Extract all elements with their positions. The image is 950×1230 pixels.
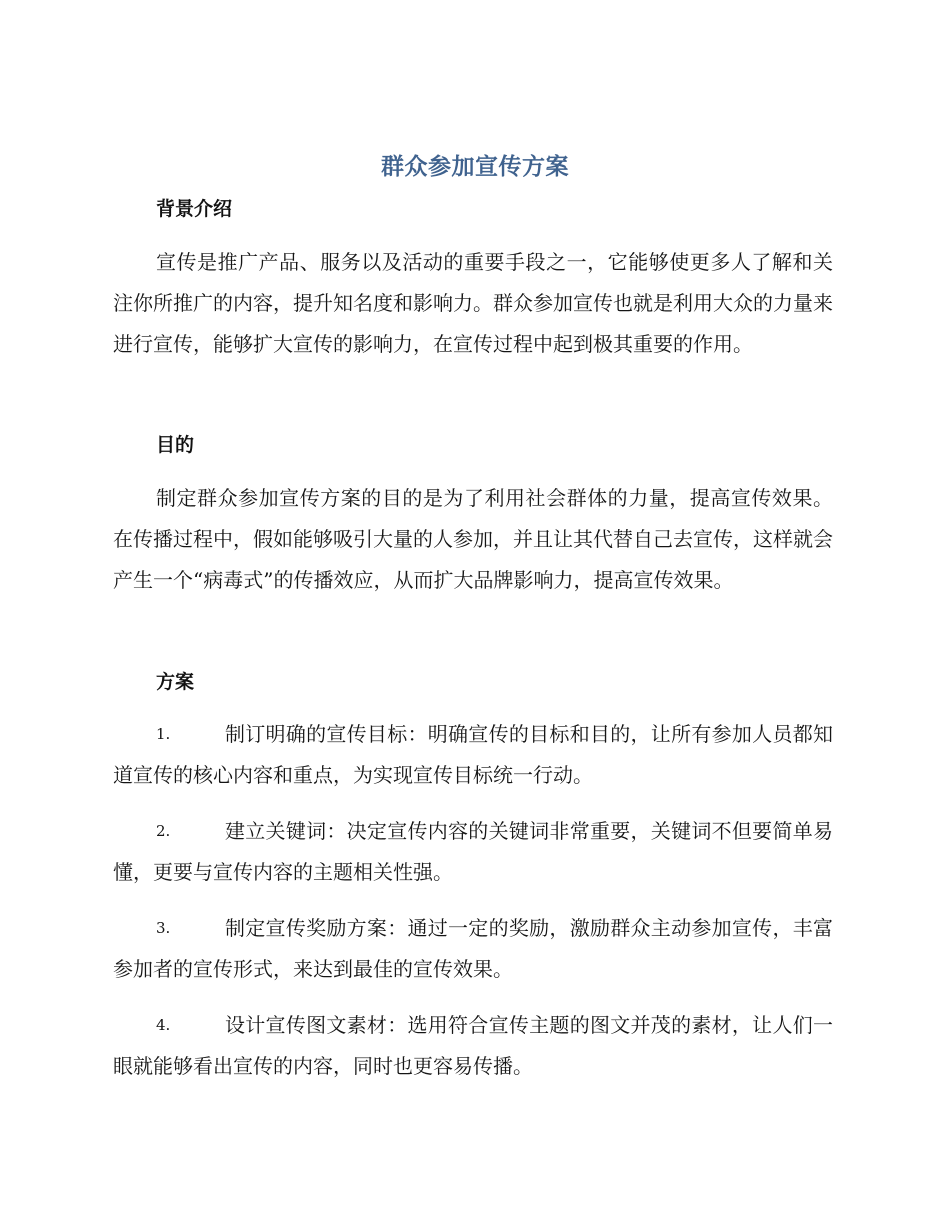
- list-item-number: 1.: [156, 725, 171, 743]
- list-item-text: 制订明确的宣传目标：明确宣传的目标和目的，让所有参加人员都知道宣传的核心内容和重点，为实现宣传目标统一行动。: [113, 722, 833, 787]
- list-item: [113, 908, 833, 990]
- document-title: 群众参加宣传方案: [381, 154, 569, 180]
- list-item: [113, 811, 833, 893]
- list-item-text: 制定宣传奖励方案：通过一定的奖励，激励群众主动参加宣传，丰富参加者的宣传形式，来达到最佳的宣传效果。: [113, 916, 833, 981]
- section-heading-plan: 方案: [156, 671, 195, 693]
- list-item-number: 3.: [156, 919, 171, 937]
- list-item: [113, 1005, 833, 1087]
- list-item-number: 4.: [156, 1016, 171, 1034]
- section-heading-purpose: 目的: [156, 434, 195, 456]
- list-item-number: 2.: [156, 822, 171, 840]
- section-paragraph-purpose: 制定群众参加宣传方案的目的是为了利用社会群体的力量，提高宣传效果。在传播过程中，假如能够吸引大量的人参加，并且让其代替自己去宣传，这样就会产生一个“病毒式”的传播效应，从而扩大品牌影响力，提高宣传效果。: [113, 486, 833, 592]
- list-item-text: 建立关键词：决定宣传内容的关键词非常重要，关键词不但要简单易懂，更要与宣传内容的主题相关性强。: [113, 819, 833, 884]
- section-heading-background: 背景介绍: [156, 198, 233, 220]
- section-paragraph-background: 宣传是推广产品、服务以及活动的重要手段之一，它能够使更多人了解和关注你所推广的内容，提升知名度和影响力。群众参加宣传也就是利用大众的力量来进行宣传，能够扩大宣传的影响力，在宣传过程中起到极其重要的作用。: [113, 250, 833, 356]
- list-item: [113, 714, 833, 796]
- list-item-text: 设计宣传图文素材：选用符合宣传主题的图文并茂的素材，让人们一眼就能够看出宣传的内容，同时也更容易传播。: [113, 1013, 833, 1078]
